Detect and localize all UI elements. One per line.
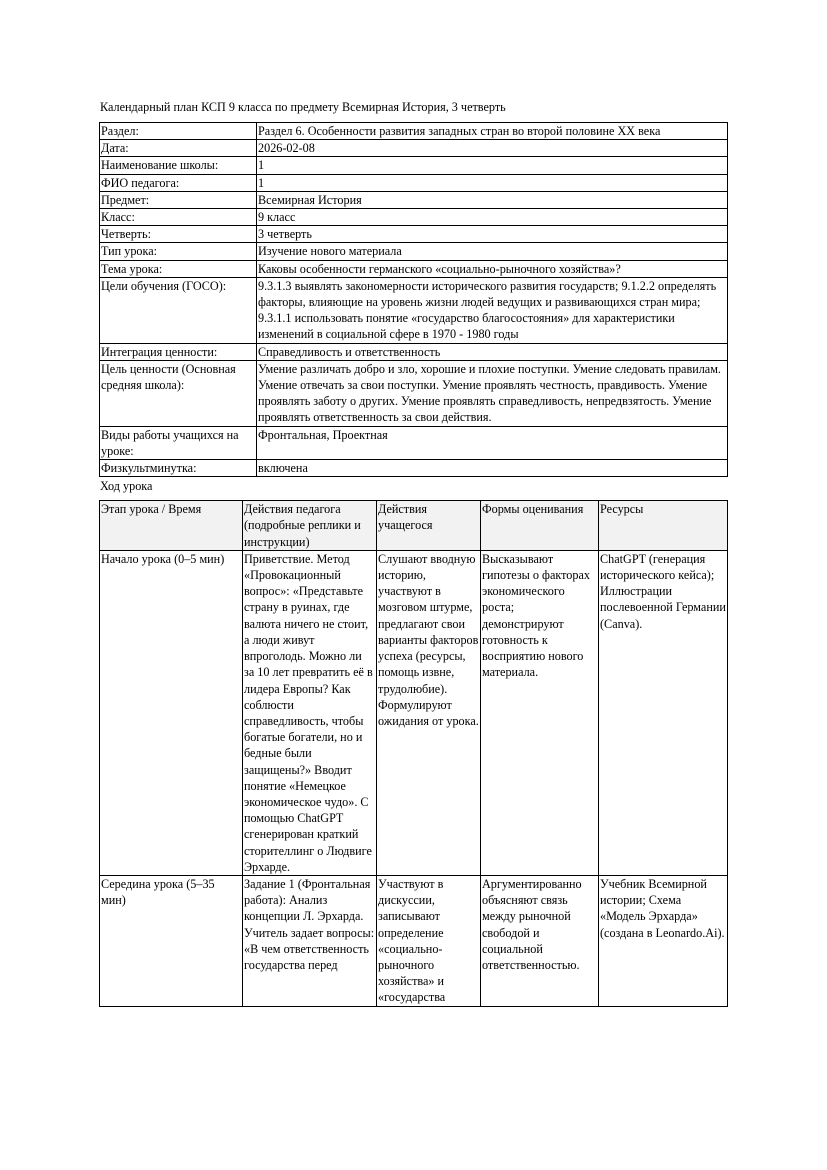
cell-student: Слушают вводную историю, участвуют в мозговом штурме, предлагают свои варианты факторов успеха (ресурсы, помощь извне, трудолюбие). Формулируют ожидания от урока.: [377, 550, 481, 875]
cell-assessment: Высказывают гипотезы о факторах экономического роста; демонстрируют готовность к восприятию нового материала.: [481, 550, 599, 875]
info-label: Интеграция ценности:: [100, 343, 257, 360]
info-row-topic: [100, 260, 728, 277]
header-resources: Ресурсы: [599, 501, 728, 551]
info-value: 2026-02-08: [257, 140, 728, 157]
info-label: Раздел:: [100, 123, 257, 140]
info-label: ФИО педагога:: [100, 174, 257, 191]
info-label: Класс:: [100, 209, 257, 226]
info-label: Виды работы учащихся на уроке:: [100, 426, 257, 459]
info-row-quarter: [100, 226, 728, 243]
info-label: Физкультминутка:: [100, 460, 257, 477]
info-row-teacher: [100, 174, 728, 191]
header-assessment: Формы оценивания: [481, 501, 599, 551]
cell-student: Участвуют в дискуссии, записывают определение «социально-рыночного хозяйства» и «государства: [377, 875, 481, 1006]
info-value: 1: [257, 157, 728, 174]
info-label: Тема урока:: [100, 260, 257, 277]
info-value: 1: [257, 174, 728, 191]
cell-resources: ChatGPT (генерация исторического кейса); Иллюстрации послевоенной Германии (Canva).: [599, 550, 728, 875]
info-row-school: [100, 157, 728, 174]
info-value: 9.3.1.3 выявлять закономерности исторического развития государств; 9.1.2.2 определять факторы, влияющие на уровень жизни людей ведущих и развивающихся стран мира; 9.3.1.1 использовать понятие «государство благосостояния» для характеристики изменений в социальной сфере в 1970 - 1980 годы: [257, 277, 728, 343]
cell-teacher: Приветствие. Метод «Провокационный вопрос»: «Представьте страну в руинах, где валюта ничего не стоит, а люди живут впроголодь. Можно ли за 10 лет превратить её в лидера Европы? Как соблюсти справедливость, чтобы богатые богатели, но и бедные были защищены?» Вводит понятие «Немецкое экономическое чудо». С помощью ChatGPT сгенерирован краткий сторителлинг о Людвиге Эрхарде.: [243, 550, 377, 875]
info-row-lesson-type: [100, 243, 728, 260]
info-value: Каковы особенности германского «социально-рыночного хозяйства»?: [257, 260, 728, 277]
info-value: Фронтальная, Проектная: [257, 426, 728, 459]
info-value: 3 четверть: [257, 226, 728, 243]
info-value: Справедливость и ответственность: [257, 343, 728, 360]
info-label: Тип урока:: [100, 243, 257, 260]
info-row-physical-break: [100, 460, 728, 477]
cell-resources: Учебник Всемирной истории; Схема «Модель Эрхарда» (создана в Leonardo.Ai).: [599, 875, 728, 1006]
header-stage: Этап урока / Время: [100, 501, 243, 551]
info-row-section: [100, 123, 728, 140]
cell-teacher: Задание 1 (Фронтальная работа): Анализ концепции Л. Эрхарда. Учитель задает вопросы: «В чем ответственность государства перед: [243, 875, 377, 1006]
info-row-value-goal: [100, 360, 728, 426]
info-row-objectives: [100, 277, 728, 343]
info-value: Всемирная История: [257, 191, 728, 208]
cell-stage: Начало урока (0–5 мин): [100, 550, 243, 875]
lesson-flow-table: [99, 500, 728, 1006]
info-label: Дата:: [100, 140, 257, 157]
header-teacher: Действия педагога (подробные реплики и инструкции): [243, 501, 377, 551]
info-row-subject: [100, 191, 728, 208]
info-row-value-integration: [100, 343, 728, 360]
flow-row-start: [100, 550, 728, 875]
flow-header-row: [100, 501, 728, 551]
info-value: Изучение нового материала: [257, 243, 728, 260]
lesson-flow-title: Ход урока: [100, 479, 153, 494]
info-value: 9 класс: [257, 209, 728, 226]
document-title: Календарный план КСП 9 класса по предмету Всемирная История, 3 четверть: [100, 100, 506, 114]
info-label: Предмет:: [100, 191, 257, 208]
document-page: [99, 99, 727, 1007]
info-value: Раздел 6. Особенности развития западных стран во второй половине XX века: [257, 123, 728, 140]
info-label: Наименование школы:: [100, 157, 257, 174]
info-row-work-types: [100, 426, 728, 459]
info-label: Цели обучения (ГОСО):: [100, 277, 257, 343]
info-value: Умение различать добро и зло, хорошие и плохие поступки. Умение следовать правилам. Умение отвечать за свои поступки. Умение проявлять честность, правдивость. Умение проявлять заботу о других. Умение проявлять справедливость, непредвзятость. Умение проявлять ответственность за свои действия.: [257, 360, 728, 426]
info-row-date: [100, 140, 728, 157]
info-label: Четверть:: [100, 226, 257, 243]
cell-assessment: Аргументированно объясняют связь между рыночной свободой и социальной ответственностью.: [481, 875, 599, 1006]
header-student: Действия учащегося: [377, 501, 481, 551]
info-label: Цель ценности (Основная средняя школа):: [100, 360, 257, 426]
cell-stage: Середина урока (5–35 мин): [100, 875, 243, 1006]
lesson-info-table: [99, 122, 728, 477]
flow-row-middle: [100, 875, 728, 1006]
info-value: включена: [257, 460, 728, 477]
info-row-class: [100, 209, 728, 226]
